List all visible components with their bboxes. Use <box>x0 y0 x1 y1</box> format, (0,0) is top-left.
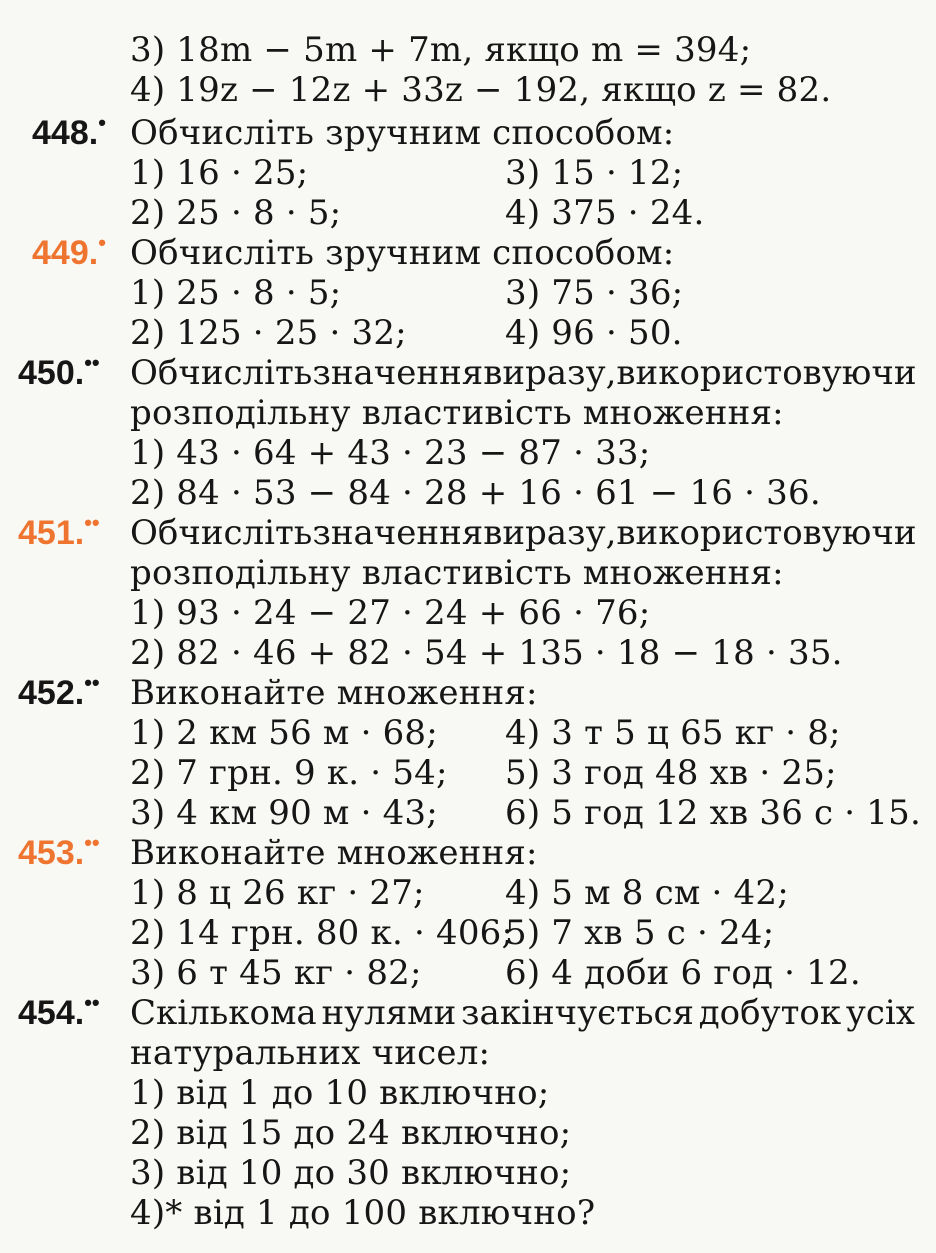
prompt-word: Обчисліть <box>130 513 313 553</box>
difficulty-dots: •• <box>84 670 100 695</box>
problem-number-451 <box>18 510 100 557</box>
problem-prompt-450 <box>130 353 915 393</box>
problem-449-item-1: 1) 25 · 8 · 5; <box>130 273 342 313</box>
prompt-word: нулями <box>321 993 457 1033</box>
difficulty-dots: •• <box>84 990 100 1015</box>
problem-449-item-2: 2) 125 · 25 · 32; <box>130 313 407 353</box>
number-text: 450. <box>18 354 85 392</box>
problem-454-item-1: 1) від 1 до 10 включно; <box>130 1073 550 1113</box>
number-text: 452. <box>18 674 85 712</box>
problem-number-448 <box>32 110 106 157</box>
difficulty-dots: •• <box>84 830 100 855</box>
problem-prompt-453: Виконайте множення: <box>130 833 538 873</box>
problem-prompt-454-cont: натуральних чисел: <box>130 1033 491 1073</box>
problem-452-item-5: 5) 3 год 48 хв · 25; <box>505 753 837 793</box>
problem-prompt-454 <box>130 993 915 1033</box>
problem-number-452 <box>18 670 100 717</box>
problem-453-item-1: 1) 8 ц 26 кг · 27; <box>130 873 425 913</box>
number-text: 448. <box>32 114 99 152</box>
problem-prompt-450-cont: розподільну властивість множення: <box>130 393 784 433</box>
difficulty-dots: •• <box>84 510 100 535</box>
prompt-word: добуток <box>698 993 842 1033</box>
prompt-word: використовуючи <box>616 353 917 393</box>
problem-prompt-451 <box>130 513 915 553</box>
problem-number-454 <box>18 990 100 1037</box>
prompt-word: Скількома <box>130 993 317 1033</box>
prompt-word: усіх <box>845 993 915 1033</box>
problem-452-item-1: 1) 2 км 56 м · 68; <box>130 713 438 753</box>
problem-448-item-3: 3) 15 · 12; <box>505 153 684 193</box>
difficulty-dots: •• <box>84 350 100 375</box>
problem-453-item-3: 3) 6 т 45 кг · 82; <box>130 953 422 993</box>
problem-453-item-6: 6) 4 доби 6 год · 12. <box>505 953 861 993</box>
problem-453-item-4: 4) 5 м 8 см · 42; <box>505 873 789 913</box>
problem-448-item-4: 4) 375 · 24. <box>505 193 705 233</box>
prompt-word: закінчується <box>461 993 694 1033</box>
problem-453-item-2: 2) 14 грн. 80 к. · 406; <box>130 913 514 953</box>
problem-prompt-452: Виконайте множення: <box>130 673 538 713</box>
prev-item-3: 3) 18m − 5m + 7m, якщо m = 394; <box>130 30 752 70</box>
problem-453-item-5: 5) 7 хв 5 с · 24; <box>505 913 775 953</box>
prompt-word: використовуючи <box>616 513 917 553</box>
prompt-word: виразу, <box>483 353 617 393</box>
problem-452-item-2: 2) 7 грн. 9 к. · 54; <box>130 753 448 793</box>
prompt-word: Обчисліть <box>130 353 313 393</box>
problem-450-item-2: 2) 84 · 53 − 84 · 28 + 16 · 61 − 16 · 36. <box>130 473 821 513</box>
problem-449-item-3: 3) 75 · 36; <box>505 273 684 313</box>
number-text: 454. <box>18 994 85 1032</box>
problem-prompt-451-cont: розподільну властивість множення: <box>130 553 784 593</box>
number-text: 449. <box>32 234 99 272</box>
problem-454-item-4: 4)* від 1 до 100 включно? <box>130 1193 596 1233</box>
problem-448-item-2: 2) 25 · 8 · 5; <box>130 193 342 233</box>
problem-number-450 <box>18 350 100 397</box>
problem-454-item-3: 3) від 10 до 30 включно; <box>130 1153 572 1193</box>
problem-number-453 <box>18 830 100 877</box>
problem-prompt-449: Обчисліть зручним способом: <box>130 233 675 273</box>
prompt-word: значення <box>312 353 484 393</box>
problem-452-item-6: 6) 5 год 12 хв 36 с · 15. <box>505 793 921 833</box>
problem-452-item-3: 3) 4 км 90 м · 43; <box>130 793 438 833</box>
problem-454-item-2: 2) від 15 до 24 включно; <box>130 1113 572 1153</box>
prompt-word: виразу, <box>483 513 617 553</box>
difficulty-dots: • <box>98 230 106 255</box>
number-text: 453. <box>18 834 85 872</box>
difficulty-dots: • <box>98 110 106 135</box>
problem-number-449 <box>32 230 106 277</box>
problem-448-item-1: 1) 16 · 25; <box>130 153 309 193</box>
number-text: 451. <box>18 514 85 552</box>
problem-450-item-1: 1) 43 · 64 + 43 · 23 − 87 · 33; <box>130 433 651 473</box>
problem-prompt-448: Обчисліть зручним способом: <box>130 113 675 153</box>
problem-449-item-4: 4) 96 · 50. <box>505 313 683 353</box>
prev-item-4: 4) 19z − 12z + 33z − 192, якщо z = 82. <box>130 70 832 110</box>
problem-451-item-2: 2) 82 · 46 + 82 · 54 + 135 · 18 − 18 · 35. <box>130 633 843 673</box>
problem-451-item-1: 1) 93 · 24 − 27 · 24 + 66 · 76; <box>130 593 651 633</box>
problem-452-item-4: 4) 3 т 5 ц 65 кг · 8; <box>505 713 841 753</box>
prompt-word: значення <box>312 513 484 553</box>
